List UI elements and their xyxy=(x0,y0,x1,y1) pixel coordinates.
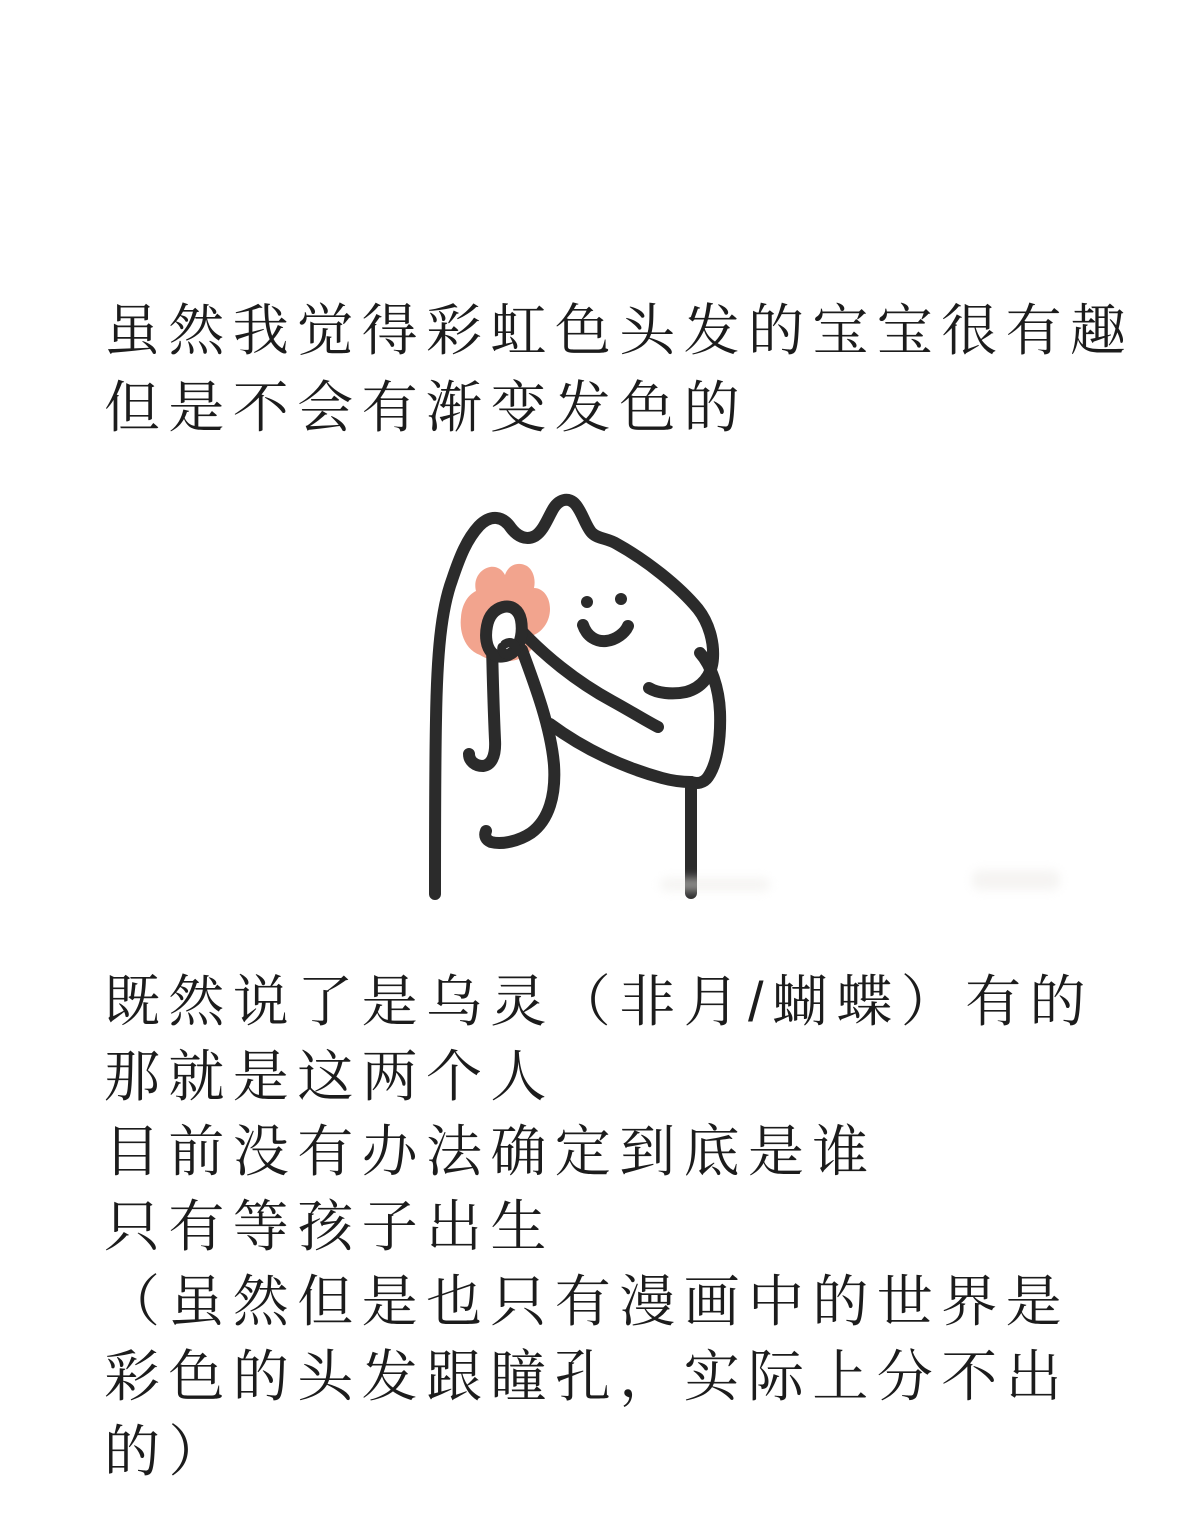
smile xyxy=(583,625,628,641)
lower-body-line xyxy=(550,724,691,782)
text-line: 的） xyxy=(104,1420,233,1483)
text-line: 那就是这两个人 xyxy=(104,1045,555,1108)
character-sticker xyxy=(400,480,760,900)
text-line: 目前没有办法确定到底是谁 xyxy=(104,1120,877,1183)
text-line: （虽然但是也只有漫画中的世界是 xyxy=(104,1270,1070,1333)
text-line: 既然说了是乌灵（非月/蝴蝶）有的 xyxy=(104,970,1094,1033)
text-line: 只有等孩子出生 xyxy=(104,1195,555,1258)
sticker-artifact xyxy=(660,878,770,891)
belly-outline xyxy=(691,653,720,783)
text-line: 彩色的头发跟瞳孔，实际上分不出 xyxy=(104,1345,1070,1408)
bottom-text-block xyxy=(104,964,1094,1489)
head-outline xyxy=(435,500,713,894)
jaw-line xyxy=(469,645,495,766)
sticker-artifact xyxy=(972,870,1060,890)
text-line: 虽然我觉得彩虹色头发的宝宝很有趣 xyxy=(104,299,1135,362)
top-text-block xyxy=(104,292,1134,446)
character-lines xyxy=(435,500,720,894)
right-eye-dot xyxy=(615,593,627,605)
text-line: 但是不会有渐变发色的 xyxy=(104,376,748,439)
left-eye-dot xyxy=(581,596,593,608)
